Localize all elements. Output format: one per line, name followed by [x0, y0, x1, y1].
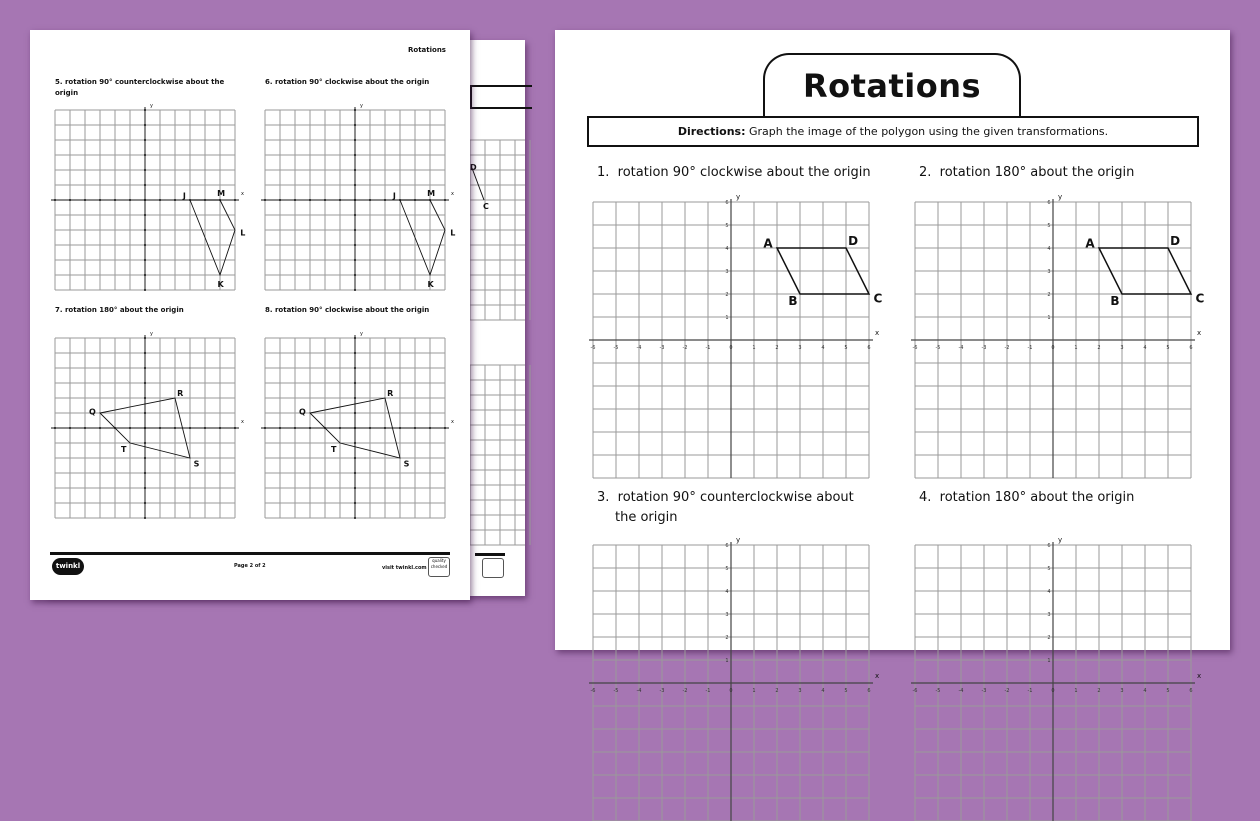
coordinate-grid-8	[265, 331, 454, 518]
x-tick-label: 2	[1097, 688, 1101, 694]
y-tick-mark	[144, 259, 146, 261]
y-tick-mark	[144, 154, 146, 156]
problem-text: rotation 180° about the origin	[939, 490, 1135, 505]
coordinate-grid-6	[265, 103, 456, 290]
x-tick-label: 1	[752, 345, 756, 351]
y-tick-mark	[354, 487, 356, 489]
y-tick-mark	[354, 259, 356, 261]
vertex-label-s: S	[403, 459, 410, 469]
coordinate-grid-5	[55, 103, 246, 290]
x-tick-label: -3	[659, 345, 665, 351]
x-tick-mark	[369, 427, 371, 429]
x-tick-mark	[159, 199, 161, 201]
problem-text: rotation 90° clockwise about the origin	[274, 306, 430, 314]
problem-6-prompt	[265, 77, 465, 88]
x-tick-label: 0	[1051, 688, 1055, 694]
problem-number: 3.	[597, 490, 610, 505]
x-tick-mark	[369, 199, 371, 201]
y-tick-label: 4	[725, 589, 729, 595]
y-tick-mark	[144, 352, 146, 354]
y-tick-mark	[144, 229, 146, 231]
y-tick-label: 5	[725, 566, 729, 572]
footer-divider	[475, 553, 505, 556]
x-tick-label: -3	[981, 688, 987, 694]
y-tick-mark	[144, 457, 146, 459]
x-tick-mark	[234, 199, 236, 201]
y-tick-mark	[354, 337, 356, 339]
x-tick-label: 1	[1074, 688, 1078, 694]
y-tick-label: 2	[725, 635, 729, 641]
y-tick-label: 1	[1047, 315, 1051, 321]
y-tick-label: 6	[725, 200, 729, 206]
x-tick-mark	[384, 199, 386, 201]
x-tick-label: -4	[958, 345, 964, 351]
y-tick-mark	[144, 382, 146, 384]
y-tick-mark	[354, 367, 356, 369]
x-tick-mark	[339, 199, 341, 201]
x-tick-mark	[309, 199, 311, 201]
problem-text: rotation 90° clockwise about the origin	[617, 165, 871, 180]
x-tick-label: -5	[935, 688, 941, 694]
problem-number: 5.	[55, 78, 63, 86]
y-tick-mark	[354, 139, 356, 141]
x-tick-label: 3	[798, 345, 802, 351]
polygon-shape	[400, 200, 445, 275]
y-tick-mark	[354, 199, 356, 201]
y-tick-mark	[144, 502, 146, 504]
x-tick-label: 0	[729, 688, 733, 694]
y-tick-label: 2	[725, 292, 729, 298]
x-tick-mark	[99, 199, 101, 201]
vertex-label-q: Q	[88, 407, 96, 417]
vertex-label-c: C	[873, 291, 883, 306]
x-tick-label: 5	[1166, 345, 1170, 351]
y-tick-mark	[354, 382, 356, 384]
problem-number: 8.	[265, 306, 273, 314]
vertex-label-a: A	[1085, 236, 1095, 251]
vertex-label-k: K	[217, 279, 224, 289]
x-tick-mark	[234, 427, 236, 429]
y-tick-mark	[354, 472, 356, 474]
x-tick-mark	[69, 427, 71, 429]
y-tick-mark	[144, 442, 146, 444]
y-tick-label: 1	[725, 315, 729, 321]
y-tick-label: 3	[1047, 612, 1051, 618]
x-tick-mark	[324, 199, 326, 201]
x-tick-label: -3	[659, 688, 665, 694]
y-tick-mark	[144, 427, 146, 429]
y-tick-mark	[144, 412, 146, 414]
vertex-label-t: T	[331, 444, 337, 454]
x-tick-label: 4	[821, 345, 825, 351]
page-number: Page 2 of 2	[234, 563, 266, 569]
y-axis-label: y	[1058, 193, 1063, 201]
vertex-label-l: L	[240, 228, 246, 238]
y-tick-label: 6	[725, 543, 729, 549]
y-tick-label: 5	[1047, 223, 1051, 229]
x-axis-label: x	[1197, 329, 1202, 337]
y-tick-label: 2	[1047, 292, 1051, 298]
x-tick-label: 4	[1143, 345, 1147, 351]
y-tick-mark	[144, 109, 146, 111]
y-axis-label: y	[736, 193, 741, 201]
x-tick-mark	[99, 427, 101, 429]
x-axis-label: x	[1197, 672, 1202, 680]
problem-8-prompt	[265, 305, 465, 316]
x-tick-label: -2	[682, 688, 688, 694]
problem-number: 1.	[597, 165, 610, 180]
x-tick-mark	[429, 427, 431, 429]
y-axis-label: y	[1058, 536, 1063, 544]
x-tick-label: -4	[636, 688, 642, 694]
vertex-label-k: K	[427, 279, 434, 289]
polygon-shape	[190, 200, 235, 275]
worksheet-page-1	[555, 30, 1230, 694]
x-tick-mark	[264, 199, 266, 201]
x-tick-mark	[174, 199, 176, 201]
vertex-label-a: A	[763, 236, 773, 251]
problem-number: 4.	[919, 490, 932, 505]
y-tick-mark	[144, 244, 146, 246]
quality-badge-icon	[482, 558, 504, 578]
y-tick-mark	[354, 109, 356, 111]
x-tick-label: -5	[935, 345, 941, 351]
y-axis-label: y	[736, 536, 741, 544]
x-tick-label: 6	[867, 688, 871, 694]
x-tick-label: 0	[1051, 345, 1055, 351]
y-tick-mark	[144, 367, 146, 369]
y-tick-label: 4	[725, 246, 729, 252]
worksheet-page-2	[30, 30, 470, 600]
y-tick-mark	[354, 154, 356, 156]
y-tick-label: 2	[1047, 635, 1051, 641]
twinkl-logo: twinkl	[52, 558, 84, 575]
y-tick-mark	[354, 214, 356, 216]
problem-4-prompt	[919, 488, 1134, 508]
x-tick-label: 5	[844, 345, 848, 351]
vertex-label-d: D	[848, 233, 859, 248]
x-tick-mark	[84, 199, 86, 201]
y-tick-mark	[144, 397, 146, 399]
x-tick-mark	[129, 199, 131, 201]
x-tick-label: 4	[821, 688, 825, 694]
y-tick-mark	[144, 289, 146, 291]
x-tick-label: 6	[1189, 345, 1193, 351]
x-tick-label: -6	[912, 688, 918, 694]
vertex-label-r: R	[177, 388, 184, 398]
vertex-label-t: T	[121, 444, 127, 454]
x-tick-mark	[294, 427, 296, 429]
x-tick-label: -1	[1027, 345, 1033, 351]
y-tick-mark	[354, 517, 356, 519]
y-tick-mark	[354, 124, 356, 126]
x-tick-mark	[384, 427, 386, 429]
x-tick-label: 0	[729, 345, 733, 351]
problem-2-prompt	[919, 163, 1134, 183]
vertex-label-l: L	[450, 228, 456, 238]
x-tick-label: -2	[1004, 345, 1010, 351]
y-tick-mark	[144, 169, 146, 171]
x-tick-label: -3	[981, 345, 987, 351]
x-tick-mark	[294, 199, 296, 201]
problem-number: 2.	[919, 165, 932, 180]
x-axis-label: x	[451, 419, 454, 425]
vertex-label-r: R	[387, 388, 394, 398]
x-tick-label: -5	[613, 688, 619, 694]
y-tick-mark	[144, 517, 146, 519]
x-tick-mark	[444, 427, 446, 429]
coordinate-grid-7	[55, 331, 244, 518]
x-tick-mark	[189, 427, 191, 429]
problem-text: rotation 90° counterclockwise about the origin	[55, 78, 225, 97]
polygon-edge	[472, 168, 484, 200]
x-tick-mark	[159, 427, 161, 429]
x-tick-mark	[264, 427, 266, 429]
y-tick-mark	[354, 169, 356, 171]
x-tick-mark	[339, 427, 341, 429]
x-tick-mark	[414, 427, 416, 429]
y-tick-label: 5	[725, 223, 729, 229]
y-tick-mark	[144, 184, 146, 186]
problem-text: rotation 180° about the origin	[939, 165, 1135, 180]
y-tick-mark	[354, 442, 356, 444]
vertex-label-m: M	[217, 189, 226, 199]
y-tick-mark	[354, 427, 356, 429]
x-tick-mark	[399, 427, 401, 429]
x-tick-mark	[309, 427, 311, 429]
x-axis-label: x	[875, 672, 880, 680]
problem-3-prompt	[597, 488, 875, 528]
y-tick-mark	[144, 472, 146, 474]
y-tick-label: 3	[1047, 269, 1051, 275]
x-tick-mark	[174, 427, 176, 429]
x-tick-label: -2	[1004, 688, 1010, 694]
x-axis-label: x	[241, 419, 244, 425]
x-tick-label: -1	[705, 688, 711, 694]
y-tick-mark	[144, 487, 146, 489]
y-tick-mark	[354, 412, 356, 414]
x-tick-label: 6	[1189, 688, 1193, 694]
x-tick-label: -4	[636, 345, 642, 351]
coordinate-grid-3	[590, 536, 880, 821]
y-tick-label: 5	[1047, 566, 1051, 572]
problem-1-prompt	[597, 163, 871, 183]
x-tick-label: 3	[798, 688, 802, 694]
y-tick-mark	[144, 139, 146, 141]
coordinate-grid-2	[912, 193, 1205, 478]
y-tick-label: 6	[1047, 200, 1051, 206]
y-tick-mark	[144, 124, 146, 126]
x-tick-mark	[444, 199, 446, 201]
y-tick-mark	[354, 184, 356, 186]
y-tick-mark	[354, 289, 356, 291]
y-tick-mark	[354, 457, 356, 459]
x-tick-mark	[84, 427, 86, 429]
x-tick-label: 4	[1143, 688, 1147, 694]
problem-text: rotation 90° counterclockwise about the origin	[615, 490, 854, 525]
x-tick-mark	[279, 427, 281, 429]
y-tick-label: 4	[1047, 246, 1051, 252]
vertex-label-d: D	[1170, 233, 1181, 248]
vertex-label-j: J	[182, 191, 186, 201]
x-tick-label: 2	[1097, 345, 1101, 351]
problem-text: rotation 90° clockwise about the origin	[274, 78, 430, 86]
y-tick-mark	[354, 244, 356, 246]
y-tick-mark	[144, 199, 146, 201]
coordinate-grid-4	[912, 536, 1202, 821]
x-tick-mark	[54, 427, 56, 429]
quality-badge-icon: quality checked	[428, 557, 450, 577]
x-axis-label: x	[451, 191, 454, 197]
y-axis-label: y	[150, 103, 153, 109]
y-tick-mark	[144, 337, 146, 339]
x-tick-label: -1	[705, 345, 711, 351]
back-page-box	[470, 85, 532, 109]
y-tick-mark	[354, 229, 356, 231]
x-tick-label: -6	[590, 345, 596, 351]
x-axis-label: x	[241, 191, 244, 197]
y-axis-label: y	[360, 103, 363, 109]
problem-5-prompt	[55, 77, 225, 99]
vertex-label-m: M	[427, 189, 436, 199]
y-tick-label: 4	[1047, 589, 1051, 595]
x-tick-mark	[129, 427, 131, 429]
x-tick-label: -6	[590, 688, 596, 694]
y-tick-label: 1	[1047, 658, 1051, 664]
x-tick-label: 1	[752, 688, 756, 694]
x-tick-label: 6	[867, 345, 871, 351]
y-tick-mark	[144, 274, 146, 276]
problem-number: 6.	[265, 78, 273, 86]
vertex-label-c: C	[1195, 291, 1205, 306]
x-tick-label: 2	[775, 345, 779, 351]
x-tick-label: 3	[1120, 345, 1124, 351]
x-tick-mark	[219, 427, 221, 429]
x-tick-label: 3	[1120, 688, 1124, 694]
x-tick-label: 5	[844, 688, 848, 694]
vertex-label-b: B	[788, 294, 798, 309]
y-tick-mark	[144, 214, 146, 216]
y-tick-label: 1	[725, 658, 729, 664]
y-tick-mark	[354, 397, 356, 399]
x-tick-mark	[114, 199, 116, 201]
vertex-label-b: B	[1110, 294, 1120, 309]
point-label: C	[483, 202, 489, 211]
x-tick-label: -5	[613, 345, 619, 351]
site-link[interactable]: visit twinkl.com	[382, 565, 427, 571]
directions-text: Graph the image of the polygon using the given transformations.	[749, 125, 1109, 138]
y-tick-label: 3	[725, 269, 729, 275]
problem-7-prompt	[55, 305, 255, 316]
coordinate-grid-1	[590, 193, 883, 478]
x-tick-label: -2	[682, 345, 688, 351]
page-title: Rotations	[802, 67, 982, 105]
problem-text: rotation 180° about the origin	[64, 306, 184, 314]
y-tick-mark	[354, 274, 356, 276]
page-header: Rotations	[408, 46, 446, 54]
vertex-label-s: S	[193, 459, 200, 469]
x-tick-label: 1	[1074, 345, 1078, 351]
directions-label: Directions:	[677, 125, 746, 138]
back-page-grid	[470, 365, 525, 545]
x-tick-label: -1	[1027, 688, 1033, 694]
x-tick-label: -6	[912, 345, 918, 351]
vertex-label-q: Q	[298, 407, 306, 417]
x-tick-mark	[69, 199, 71, 201]
title-tab	[763, 53, 1021, 117]
x-tick-mark	[279, 199, 281, 201]
x-tick-label: -4	[958, 688, 964, 694]
vertex-label-j: J	[392, 191, 396, 201]
x-axis-label: x	[875, 329, 880, 337]
footer-divider	[50, 552, 450, 555]
y-tick-label: 6	[1047, 543, 1051, 549]
problem-number: 7.	[55, 306, 63, 314]
y-axis-label: y	[150, 331, 153, 337]
y-tick-label: 3	[725, 612, 729, 618]
x-tick-label: 5	[1166, 688, 1170, 694]
back-page-grid	[470, 140, 525, 320]
y-axis-label: y	[360, 331, 363, 337]
directions-box	[587, 116, 1199, 147]
y-tick-mark	[354, 502, 356, 504]
x-tick-label: 2	[775, 688, 779, 694]
point-label: D	[470, 163, 477, 172]
y-tick-mark	[354, 352, 356, 354]
x-tick-mark	[54, 199, 56, 201]
x-tick-mark	[204, 427, 206, 429]
